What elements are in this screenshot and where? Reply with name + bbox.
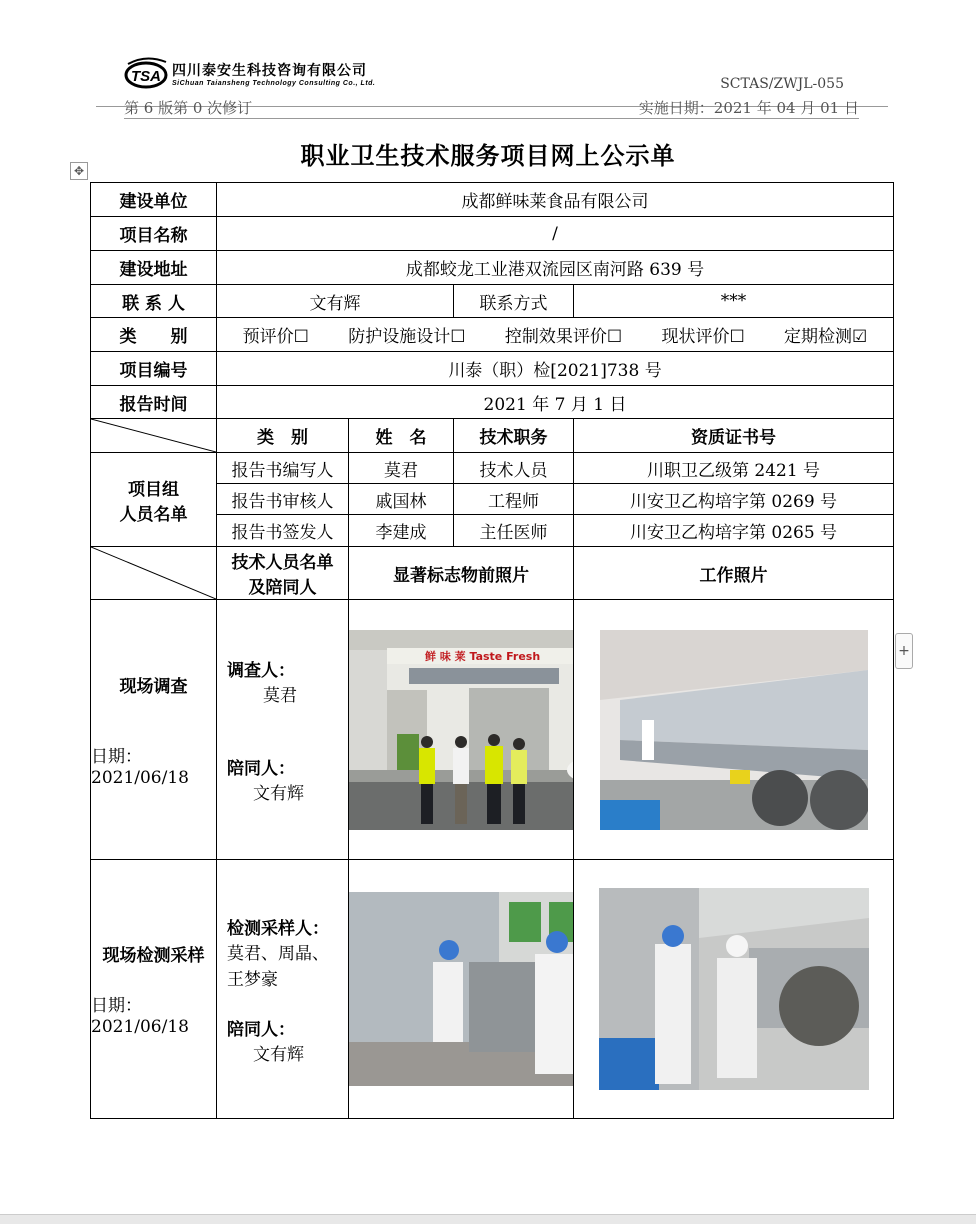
add-column-button[interactable]: +: [895, 633, 913, 669]
member-title: 主任医师: [454, 515, 574, 547]
company-logo: [124, 56, 375, 90]
samplers-line1: 莫君、周晶、: [227, 944, 329, 964]
kitchen-work-photo: [600, 630, 868, 830]
team-header-row: [91, 419, 894, 453]
unit-value: 成都鲜味莱食品有限公司: [217, 183, 894, 217]
diagonal-cell: [91, 547, 217, 600]
sampling-date: 2021/06/18: [91, 1017, 189, 1037]
row-project: [91, 217, 894, 251]
category-control-effect: 控制效果评价☐: [504, 327, 623, 347]
member-title: 工程师: [454, 484, 574, 515]
sampling-staff-cell: [217, 860, 349, 1119]
project-value: /: [217, 217, 894, 251]
contact-label: 联 系 人: [91, 285, 217, 318]
companion-name: 文有辉: [253, 1045, 304, 1065]
survey-row: [91, 600, 894, 860]
photos-header-staff: [217, 547, 349, 600]
companion-name: 文有辉: [253, 784, 304, 804]
sampling-date-label: 日期：: [91, 996, 142, 1016]
sampling-work-photo: [599, 888, 869, 1090]
survey-label-cell: [91, 600, 217, 860]
page-title: 职业卫生技术服务项目网上公示单: [300, 141, 676, 170]
photos-header-landmark: 显著标志物前照片: [349, 547, 574, 600]
document-number: SCTAS/ZWJL-055: [720, 76, 844, 92]
member-name: 戚国林: [349, 484, 454, 515]
member-role: 报告书编写人: [217, 453, 349, 484]
member-name: 李建成: [349, 515, 454, 547]
photos-header-staff-line1: 技术人员名单: [231, 553, 334, 573]
category-options: [217, 318, 894, 352]
team-label-line1: 项目组: [128, 479, 179, 500]
row-category: [91, 318, 894, 352]
contact-method-value: ***: [574, 285, 894, 318]
category-protection-design: 防护设施设计☐: [348, 327, 466, 347]
category-pre-evaluation: 预评价☐: [242, 327, 309, 347]
header-rule-lower: [124, 118, 859, 119]
survey-label: 现场调查: [119, 677, 188, 697]
category-label: 类 别: [91, 318, 217, 352]
team-header-role: 类 别: [217, 419, 349, 453]
row-project-no: [91, 352, 894, 386]
company-name-cn: 四川泰安生科技咨询有限公司: [172, 62, 367, 79]
sampling-label-cell: [91, 860, 217, 1119]
companion-label: 陪同人：: [227, 759, 295, 779]
investigator-label: 调查人：: [227, 661, 295, 681]
address-label: 建设地址: [91, 251, 217, 285]
landmark-photo: [349, 630, 574, 830]
sampling-work-photo-cell: [574, 860, 894, 1119]
company-name-en: SiChuan Taiansheng Technology Consulting Co., Ltd.: [172, 79, 376, 87]
row-report-time: [91, 386, 894, 419]
project-label: 项目名称: [91, 217, 217, 251]
team-label-line2: 人员名单: [119, 504, 188, 525]
team-label: [91, 453, 217, 547]
investigator-name: 莫君: [263, 686, 297, 706]
survey-landmark-photo-cell: [349, 600, 574, 860]
member-cert: 川安卫乙构培字第 0265 号: [574, 515, 894, 547]
team-row: [91, 453, 894, 484]
project-no-label: 项目编号: [91, 352, 217, 386]
sampler-label: 检测采样人：: [227, 919, 329, 939]
tsa-logo-icon: [124, 56, 168, 90]
survey-date: 2021/06/18: [91, 768, 189, 788]
svg-text:TSA: TSA: [131, 68, 161, 85]
companion-label: 陪同人：: [227, 1020, 295, 1040]
sign-text: 鲜 味 莱 Taste Fresh: [425, 649, 541, 663]
contact-method-label: 联系方式: [454, 285, 574, 318]
member-cert: 川安卫乙构培字第 0269 号: [574, 484, 894, 515]
member-cert: 川职卫乙级第 2421 号: [574, 453, 894, 484]
row-contact: [91, 285, 894, 318]
report-time-label: 报告时间: [91, 386, 217, 419]
photos-header-row: [91, 547, 894, 600]
survey-work-photo-cell: [574, 600, 894, 860]
row-unit: [91, 183, 894, 217]
member-name: 莫君: [349, 453, 454, 484]
photos-header-staff-line2: 及陪同人: [248, 578, 317, 598]
sampling-label: 现场检测采样: [102, 946, 205, 966]
category-status-evaluation: 现状评价☐: [661, 327, 745, 347]
member-title: 技术人员: [454, 453, 574, 484]
team-header-title: 技术职务: [454, 419, 574, 453]
project-no-value: 川泰（职）检[2021]738 号: [217, 352, 894, 386]
diagonal-cell: [91, 419, 217, 453]
table-move-handle-icon[interactable]: ✥: [70, 162, 88, 180]
contact-value: 文有辉: [217, 285, 454, 318]
sampling-photo: [349, 892, 574, 1086]
member-role: 报告书签发人: [217, 515, 349, 547]
effective-date: 实施日期：2021 年 04 月 01 日: [638, 99, 859, 117]
survey-staff-cell: [217, 600, 349, 860]
team-header-cert: 资质证书号: [574, 419, 894, 453]
sampling-row: [91, 860, 894, 1119]
member-role: 报告书审核人: [217, 484, 349, 515]
report-time-value: 2021 年 7 月 1 日: [217, 386, 894, 419]
version-label: 第 6 版第 0 次修订: [124, 99, 253, 117]
samplers-line2: 王梦豪: [227, 970, 278, 990]
survey-date-label: 日期：: [91, 747, 142, 767]
address-value: 成都蛟龙工业港双流园区南河路 639 号: [217, 251, 894, 285]
row-address: [91, 251, 894, 285]
sampling-landmark-photo-cell: [349, 860, 574, 1119]
team-header-name: 姓 名: [349, 419, 454, 453]
photos-header-work: 工作照片: [574, 547, 894, 600]
category-periodic-testing: 定期检测☑: [784, 327, 868, 347]
unit-label: 建设单位: [91, 183, 217, 217]
notice-table: [90, 182, 894, 1119]
